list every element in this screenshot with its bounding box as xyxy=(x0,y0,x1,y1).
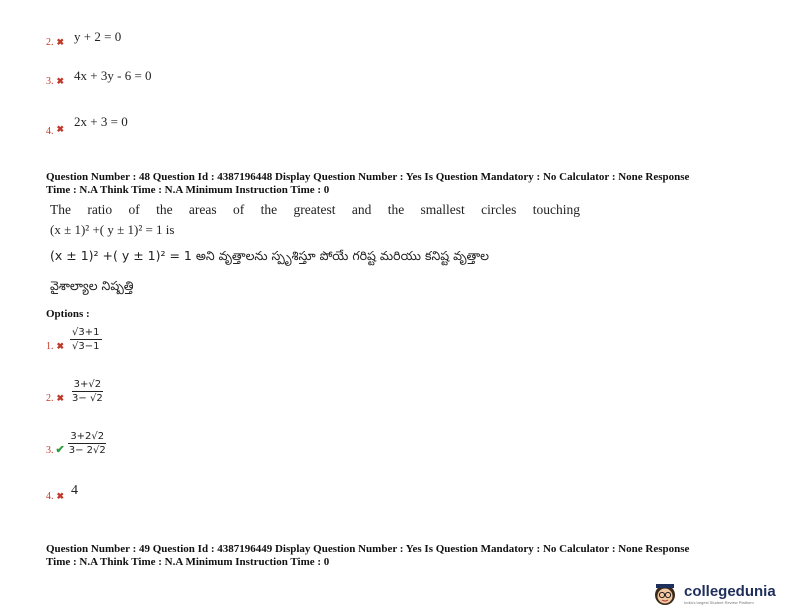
question-text-te-line1: (x ± 1)² +( y ± 1)² = 1 అని వృత్తాలను స్పృశిస్తూ పోయే గరిష్ట మరియు కనిష్ట వృత్తాల xyxy=(50,248,489,263)
fraction-denominator: √3−1 xyxy=(72,341,100,352)
option-fraction xyxy=(67,431,108,456)
question-text-te-line2: వైశాల్యాల నిష్పత్తి xyxy=(50,278,134,293)
option-number: 4. xyxy=(46,126,54,137)
wrong-mark-icon: ✖ xyxy=(56,76,65,86)
wrong-mark-icon: ✖ xyxy=(56,37,65,47)
collegedunia-logo xyxy=(650,580,788,608)
option-number: 2. xyxy=(46,37,54,48)
options-label: Options : xyxy=(46,308,90,320)
option-text: 4x + 3y - 6 = 0 xyxy=(74,68,152,83)
meta-line-2: Time : N.A Think Time : N.A Minimum Instruction Time : 0 xyxy=(46,184,330,196)
option-number: 4. xyxy=(46,491,54,502)
logo-name: collegedunia xyxy=(684,583,776,600)
prev-option-3 xyxy=(46,68,152,89)
fraction-denominator: 3− 2√2 xyxy=(68,445,106,456)
question-text-en-line1: The ratio of the areas of the greatest and the smallest circles touching xyxy=(50,202,580,217)
prev-option-2 xyxy=(46,29,122,50)
meta-line-1: Question Number : 49 Question Id : 4387196449 Display Question Number : Yes Is Question Mandatory : No Calculator : None Response xyxy=(46,543,690,555)
fraction-numerator: √3+1 xyxy=(72,327,100,338)
wrong-mark-icon: ✖ xyxy=(56,393,65,403)
logo-tagline: India's largest Student Review Platform xyxy=(684,600,754,605)
meta-line-2: Time : N.A Think Time : N.A Minimum Instruction Time : 0 xyxy=(46,556,330,568)
option-text: 2x + 3 = 0 xyxy=(74,114,128,129)
question-meta xyxy=(46,543,766,569)
option-fraction xyxy=(70,327,101,352)
fraction-numerator: 3+√2 xyxy=(73,379,102,390)
wrong-mark-icon: ✖ xyxy=(56,491,65,501)
option-number: 1. xyxy=(46,341,54,352)
mascot-icon xyxy=(650,581,680,607)
wrong-mark-icon: ✖ xyxy=(56,124,65,134)
option-text: 4 xyxy=(71,483,79,498)
option-fraction xyxy=(70,379,105,404)
question-text xyxy=(50,200,580,296)
option-4 xyxy=(46,483,79,502)
meta-line-1: Question Number : 48 Question Id : 4387196448 Display Question Number : Yes Is Question Mandatory : No Calculator : None Response xyxy=(46,171,690,183)
option-3 xyxy=(46,431,108,456)
question-text-en-line2: (x ± 1)² +( y ± 1)² = 1 is xyxy=(50,222,175,237)
wrong-mark-icon: ✖ xyxy=(56,341,65,351)
option-number: 3. xyxy=(46,445,54,456)
prev-option-4 xyxy=(46,113,128,137)
option-1 xyxy=(46,327,102,352)
option-2 xyxy=(46,379,105,404)
option-number: 3. xyxy=(46,76,54,87)
option-number: 2. xyxy=(46,393,54,404)
fraction-numerator: 3+2√2 xyxy=(70,431,105,442)
option-text: y + 2 = 0 xyxy=(74,29,122,44)
correct-check-icon: ✔ xyxy=(55,444,65,456)
question-meta xyxy=(46,171,766,197)
fraction-denominator: 3− √2 xyxy=(72,393,103,404)
